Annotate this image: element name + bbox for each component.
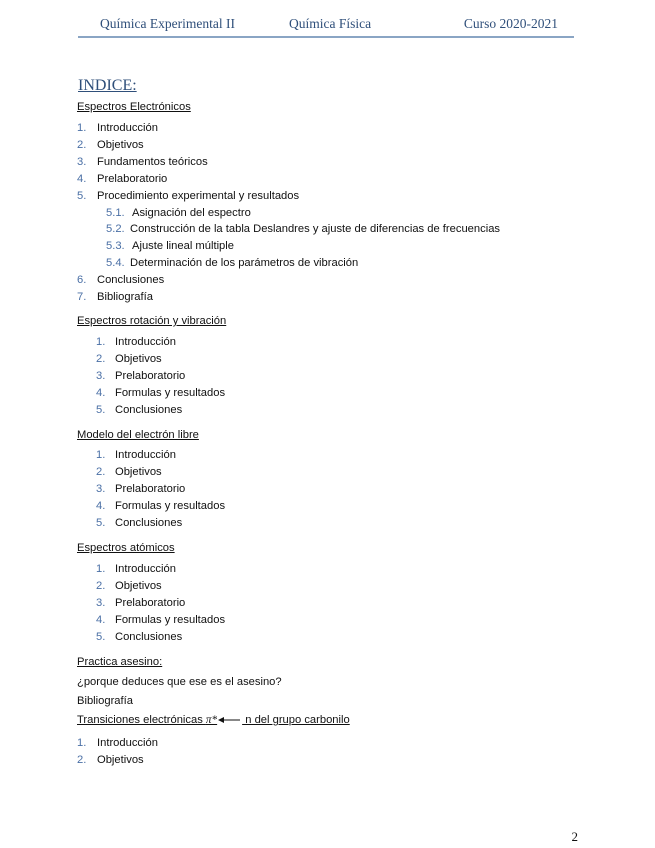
toc-item-label: Objetivos	[115, 580, 162, 592]
left-arrow-icon	[218, 716, 240, 724]
toc-item-number: 3.	[96, 597, 106, 609]
header-subject: Química Física	[289, 16, 372, 31]
pi-star-symbol: π*	[205, 714, 218, 726]
toc-item[interactable]	[96, 335, 176, 349]
toc-item-number: 2.	[77, 139, 87, 151]
toc-item-label: Introducción	[97, 737, 158, 749]
toc-subitem-label: Ajuste lineal múltiple	[132, 240, 234, 252]
toc-item-number: 5.	[77, 190, 87, 202]
toc-item-label: Formulas y resultados	[115, 614, 226, 626]
toc-item-label: Introducción	[97, 122, 158, 134]
toc-item[interactable]	[77, 290, 153, 304]
toc-item-number: 4.	[77, 173, 87, 185]
section-title[interactable]: Espectros Electrónicos	[77, 101, 191, 113]
toc-item[interactable]	[96, 579, 162, 593]
section-title[interactable]: Espectros atómicos	[77, 542, 175, 554]
toc-item-label: Procedimiento experimental y resultados	[97, 190, 300, 202]
section-title[interactable]: Espectros rotación y vibración	[77, 315, 227, 327]
page-number: 2	[571, 829, 578, 844]
toc-item-label: Prelaboratorio	[115, 483, 186, 495]
toc-item-number: 1.	[77, 122, 87, 134]
toc-item-label: Prelaboratorio	[115, 597, 186, 609]
toc-item-number: 5.	[96, 404, 106, 416]
toc-item-label: Objetivos	[97, 754, 144, 766]
toc-item-number: 7.	[77, 291, 87, 303]
toc-item-label: Fundamentos teóricos	[97, 156, 208, 168]
toc-item[interactable]	[96, 630, 182, 644]
toc-item-label: Objetivos	[115, 466, 162, 478]
toc-subitem-label: Determinación de los parámetros de vibración	[130, 257, 359, 269]
toc-item-number: 3.	[96, 483, 106, 495]
toc-item[interactable]	[96, 386, 225, 400]
header-year: Curso 2020-2021	[463, 16, 558, 31]
toc-item[interactable]	[77, 155, 208, 169]
toc-item[interactable]	[96, 482, 185, 496]
toc-item[interactable]	[96, 369, 185, 383]
toc-item-label: Formulas y resultados	[115, 500, 226, 512]
section-title[interactable]: Modelo del electrón libre	[77, 429, 199, 441]
toc-item-label: Introducción	[115, 563, 176, 575]
toc-item[interactable]	[96, 465, 162, 479]
toc-subitem-number: 5.3.	[106, 240, 125, 252]
toc-subitem[interactable]	[106, 256, 358, 270]
toc-subitem-number: 5.2.	[106, 223, 125, 235]
toc-item-number: 2.	[77, 754, 87, 766]
toc-subitem-label: Construcción de la tabla Deslandres y ajuste de diferencias de frecuencias	[130, 223, 501, 235]
toc-item-number: 6.	[77, 274, 87, 286]
toc-item[interactable]	[77, 753, 144, 767]
toc-item-label: Conclusiones	[115, 631, 183, 643]
bibliografia-entry[interactable]: Bibliografía	[77, 695, 133, 707]
toc-item[interactable]	[77, 189, 299, 203]
asesino-question[interactable]: ¿porque deduces que ese es el asesino?	[77, 676, 282, 688]
toc-subitem[interactable]	[106, 206, 251, 220]
toc-subitem-number: 5.4.	[106, 257, 125, 269]
toc-item-label: Conclusiones	[115, 404, 183, 416]
toc-item[interactable]	[96, 516, 182, 530]
toc-item-label: Objetivos	[97, 139, 144, 151]
toc-item-number: 2.	[96, 353, 106, 365]
toc-item[interactable]	[96, 613, 225, 627]
section-title-transiciones[interactable]	[77, 713, 350, 727]
toc-item[interactable]	[77, 273, 164, 287]
toc-item[interactable]	[77, 172, 167, 186]
toc-item-label: Introducción	[115, 449, 176, 461]
toc-item-number: 4.	[96, 500, 106, 512]
toc-subitem-number: 5.1.	[106, 207, 125, 219]
toc-item-number: 4.	[96, 387, 106, 399]
toc-item-number: 5.	[96, 631, 106, 643]
toc-item-label: Prelaboratorio	[97, 173, 168, 185]
toc-item-number: 5.	[96, 517, 106, 529]
section-title[interactable]: Practica asesino:	[77, 656, 163, 668]
header-course: Química Experimental II	[100, 16, 235, 31]
toc-item-number: 1.	[96, 563, 106, 575]
toc-item[interactable]	[96, 562, 176, 576]
toc-title: INDICE:	[78, 77, 137, 94]
toc-item-number: 2.	[96, 580, 106, 592]
page-header	[78, 14, 574, 38]
toc-item-number: 3.	[96, 370, 106, 382]
toc-item-number: 4.	[96, 614, 106, 626]
toc-item-label: Introducción	[115, 336, 176, 348]
toc-item-number: 1.	[96, 336, 106, 348]
toc-item[interactable]	[96, 352, 162, 366]
toc-item[interactable]	[96, 448, 176, 462]
toc-item[interactable]	[77, 736, 158, 750]
toc-item-label: Prelaboratorio	[115, 370, 186, 382]
toc-item-label: Conclusiones	[115, 517, 183, 529]
toc-item[interactable]	[96, 499, 225, 513]
transiciones-title-prefix: Transiciones electrónicas	[77, 714, 206, 726]
toc-item-number: 2.	[96, 466, 106, 478]
toc-item[interactable]	[77, 138, 144, 152]
transiciones-title-suffix: n del grupo carbonilo	[242, 714, 350, 726]
toc-subitem[interactable]	[106, 239, 234, 253]
toc-item-label: Bibliografía	[97, 291, 153, 303]
toc-item-label: Objetivos	[115, 353, 162, 365]
toc-item-label: Conclusiones	[97, 274, 165, 286]
toc-item-number: 1.	[96, 449, 106, 461]
toc-item[interactable]	[96, 403, 182, 417]
toc-item-number: 3.	[77, 156, 87, 168]
toc-subitem[interactable]	[106, 222, 500, 236]
toc-item[interactable]	[77, 121, 158, 135]
toc-subitem-label: Asignación del espectro	[132, 207, 251, 219]
toc-item-label: Formulas y resultados	[115, 387, 226, 399]
toc-item[interactable]	[96, 596, 185, 610]
toc-item-number: 1.	[77, 737, 87, 749]
